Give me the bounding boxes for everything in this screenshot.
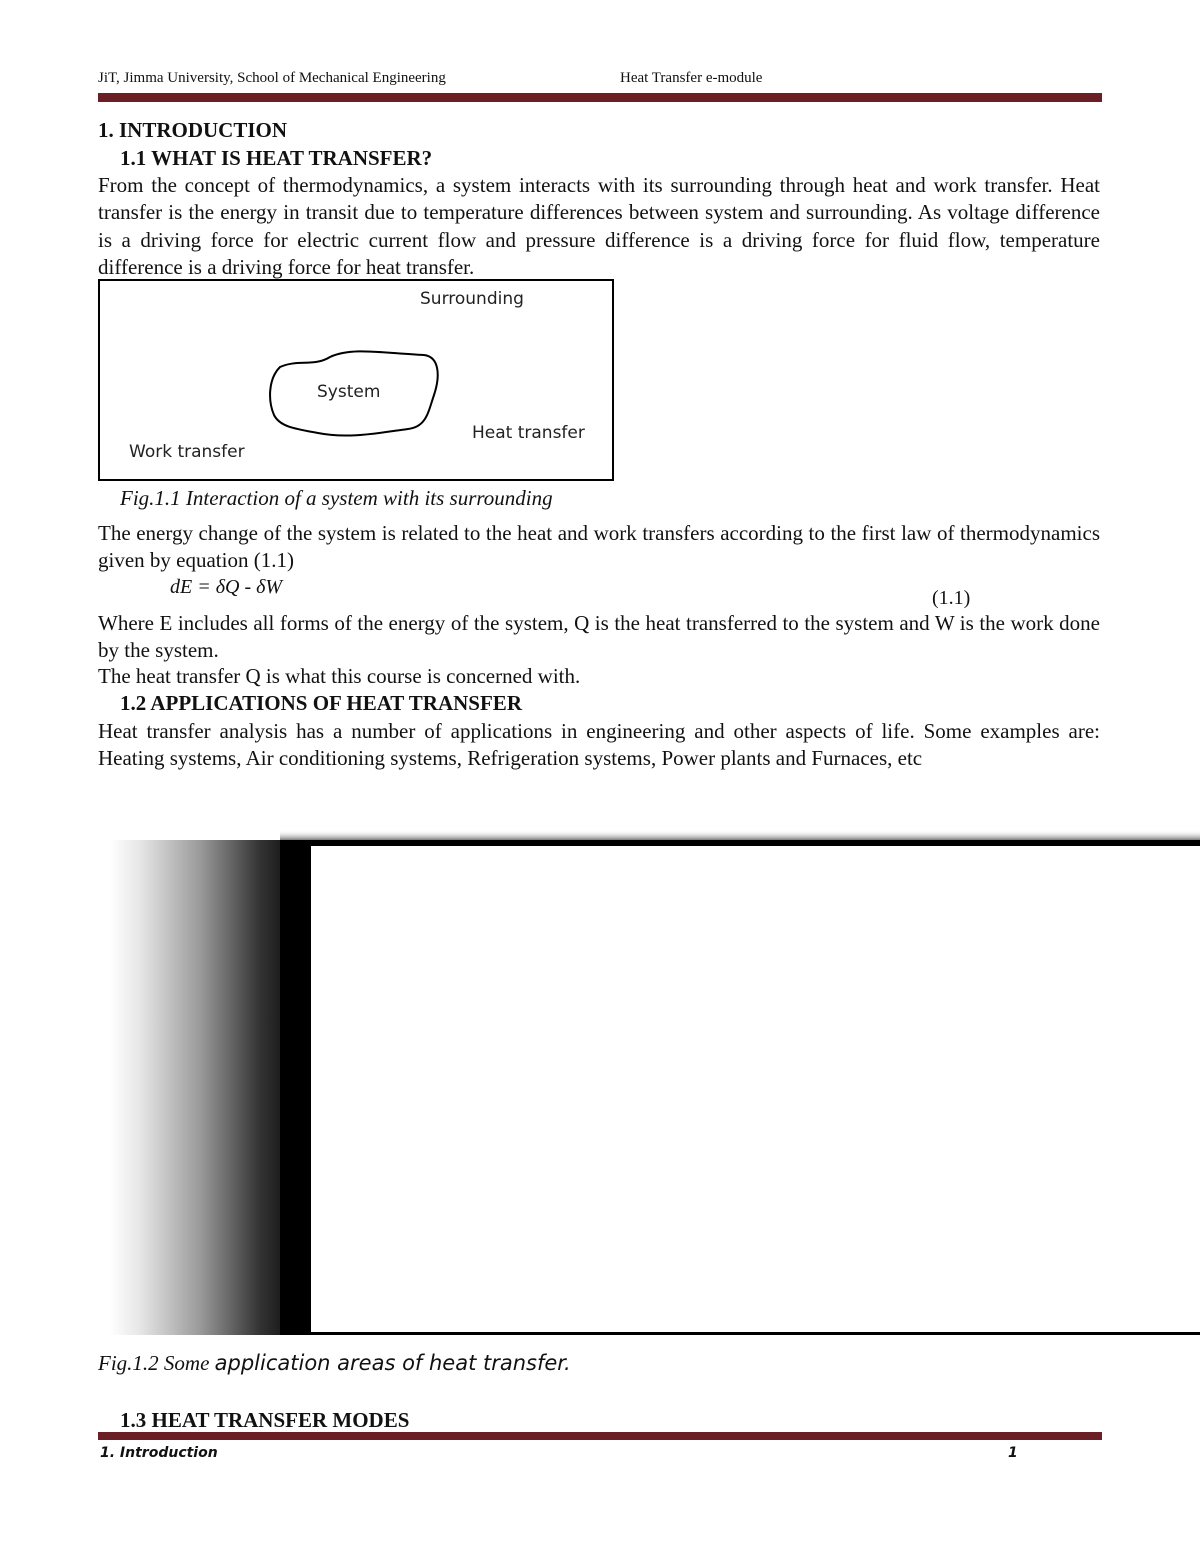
equation-number: (1.1)	[932, 587, 971, 609]
label-work-transfer: Work transfer	[129, 442, 245, 462]
label-system: System	[317, 382, 381, 402]
section-title-what-is-heat-transfer: 1.1 WHAT IS HEAT TRANSFER?	[120, 146, 433, 170]
section-title-introduction: 1. INTRODUCTION	[98, 118, 288, 142]
paragraph-intro: From the concept of thermodynamics, a system interacts with its surrounding through heat and work transfer. Heat transfer is the energy in transit due to temperature differences between system and surrounding. As voltage difference is a driving force for electric current flow and pressure difference is a driving force for fluid flow, temperature difference is a driving force for heat transfer.	[98, 173, 1100, 279]
header-rule	[98, 93, 1102, 102]
figure-system-surrounding	[98, 279, 614, 481]
footer-chapter: 1. Introduction	[100, 1445, 218, 1461]
label-surrounding: Surrounding	[420, 289, 524, 309]
figure-1-caption: Fig.1.1 Interaction of a system with its surrounding	[120, 486, 553, 510]
figure-2-caption-rest: application areas of heat transfer.	[214, 1351, 571, 1375]
figure-2-caption	[98, 1351, 571, 1376]
paragraph-definitions: Where E includes all forms of the energy of the system, Q is the heat transferred to the system and W is the work done by the system.	[98, 611, 1100, 663]
footer-rule	[98, 1432, 1102, 1440]
label-heat-transfer: Heat transfer	[472, 423, 585, 443]
figure-2-caption-prefix: Fig.1.2 Some	[98, 1351, 215, 1375]
header-left: JiT, Jimma University, School of Mechanical Engineering	[98, 70, 446, 86]
section-title-heat-transfer-modes: 1.3 HEAT TRANSFER MODES	[120, 1408, 410, 1432]
paragraph-course-scope: The heat transfer Q is what this course is concerned with.	[98, 664, 581, 688]
figure-application-areas-image	[110, 830, 1200, 1342]
paragraph-first-law: The energy change of the system is related to the heat and work transfers according to the first law of thermodynamics given by equation (1.1)	[98, 521, 1100, 573]
paragraph-applications: Heat transfer analysis has a number of applications in engineering and other aspects of life. Some examples are: Heating systems, Air conditioning systems, Refrigeration systems, Power plants and Furnaces, etc	[98, 719, 1100, 771]
footer-page-number: 1	[1008, 1445, 1018, 1461]
header-right: Heat Transfer e-module	[620, 70, 763, 86]
equation-first-law: dE = δQ - δW	[170, 576, 283, 598]
section-title-applications: 1.2 APPLICATIONS OF HEAT TRANSFER	[120, 691, 522, 715]
